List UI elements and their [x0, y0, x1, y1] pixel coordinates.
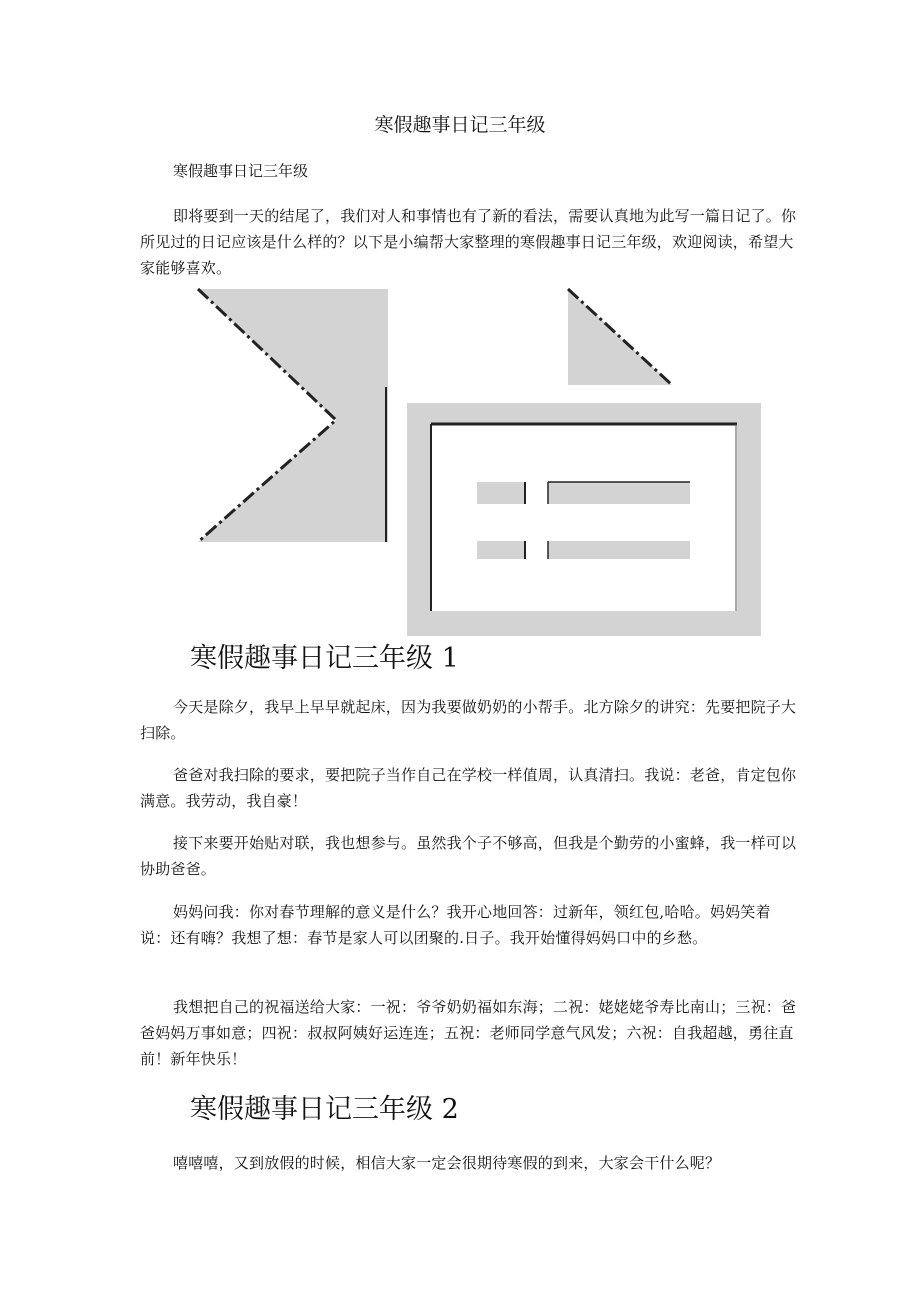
section-1-heading: 寒假趣事日记三年级 1	[190, 643, 459, 674]
decorative-figure	[190, 285, 770, 640]
section-1-paragraph: 今天是除夕，我早上早早就起床，因为我要做奶奶的小帮手。北方除夕的讲究：先要把院子大扫除。	[140, 698, 797, 742]
field-input-2	[548, 541, 690, 559]
document-title: 寒假趣事日记三年级	[374, 114, 546, 136]
field-label-1	[477, 482, 525, 504]
section-1-paragraph: 妈妈问我：你对春节理解的意义是什么？我开心地回答：过新年，领红包,哈哈。妈妈笑着说：还有嗨？我想了想：春节是家人可以团聚的.日子。我开始懂得妈妈口中的乡愁。	[140, 903, 771, 947]
field-label-2	[477, 541, 525, 559]
intro-paragraph: 即将要到一天的结尾了，我们对人和事情也有了新的看法，需要认真地为此写一篇日记了。你所见过的日记应该是什么样的？以下是小编帮大家整理的寒假趣事日记三年级，欢迎阅读，希望大家能够喜欢。	[140, 207, 797, 277]
section-1-paragraph: 我想把自己的祝福送给大家：一祝：爷爷奶奶福如东海；二祝：姥姥姥爷寿比南山；三祝：爸爸妈妈万事如意；四祝：叔叔阿姨好运连连；五祝：老师同学意气风发；六祝：自我超越，勇往直前！新年快乐！	[140, 998, 797, 1068]
section-2-heading: 寒假趣事日记三年级 2	[190, 1094, 459, 1125]
chevron-shape	[198, 289, 388, 542]
section-1-paragraph: 爸爸对我扫除的要求，要把院子当作自己在学校一样值周，认真清扫。我说：老爸，肯定包你满意。我劳动，我自豪！	[140, 766, 797, 810]
section-1-paragraph: 接下来要开始贴对联，我也想参与。虽然我个子不够高，但我是个勤劳的小蜜蜂，我一样可以协助爸爸。	[140, 834, 797, 878]
section-2-paragraph: 嘻嘻嘻，又到放假的时候，相信大家一定会很期待寒假的到来，大家会干什么呢？	[173, 1154, 721, 1172]
field-input-1	[548, 482, 690, 504]
card-inner	[431, 424, 737, 611]
document-subtitle: 寒假趣事日记三年级	[173, 162, 309, 180]
